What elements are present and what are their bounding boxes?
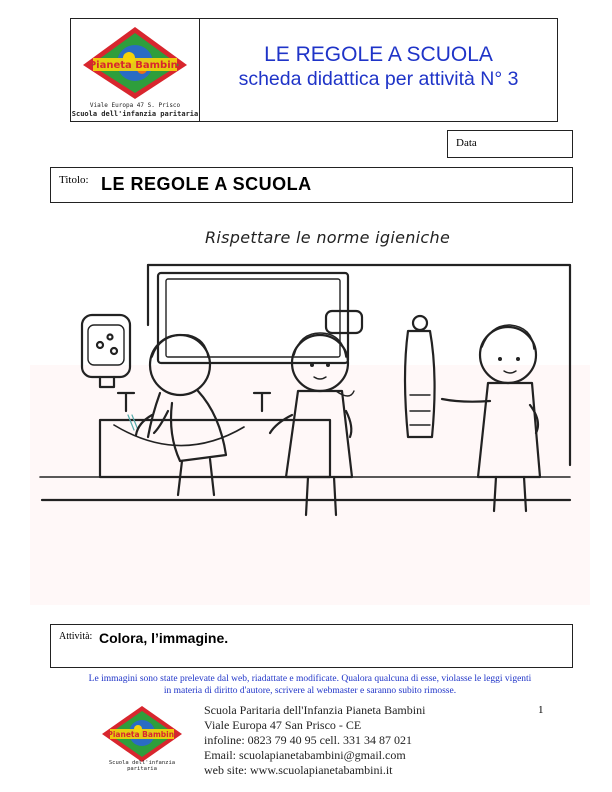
footer-logo-icon bbox=[100, 704, 184, 766]
footer-website[interactable]: web site: www.scuolapianetabambini.it bbox=[204, 763, 393, 777]
footer-email[interactable]: Email: scuolapianetabambini@gmail.com bbox=[204, 748, 406, 762]
disclaimer-line-1: Le immagini sono state prelevate dal web, riadattate e modificate. Qualora qualcuna di esse, violasse le leggi vigenti bbox=[88, 674, 532, 684]
footer-logo-text: Pianeta Bambini bbox=[107, 730, 177, 739]
children-washing-hands-illustration bbox=[30, 215, 590, 615]
attivita-box bbox=[50, 624, 573, 668]
footer-phone: infoline: 0823 79 40 95 cell. 331 34 87 021 bbox=[204, 733, 412, 747]
logo-subtitle-address: Viale Europa 47 S. Prisco bbox=[89, 102, 181, 109]
logo-cell bbox=[71, 19, 200, 121]
page-title: LE REGOLE A SCUOLA bbox=[264, 43, 493, 66]
titolo-label: Titolo: bbox=[59, 174, 89, 186]
illustration-caption: Rispettare le norme igieniche bbox=[205, 228, 451, 247]
page-number: 1 bbox=[538, 704, 544, 716]
titolo-box bbox=[50, 167, 573, 203]
disclaimer-line-2: in materia di diritto d'autore, scrivere al webmaster e saranno subito rimosse. bbox=[163, 686, 457, 696]
attivita-value: Colora, l’immagine. bbox=[99, 630, 229, 646]
date-field[interactable] bbox=[447, 130, 573, 158]
titolo-value: LE REGOLE A SCUOLA bbox=[101, 174, 312, 194]
pianeta-bambini-logo-icon bbox=[79, 25, 191, 101]
page-subtitle: scheda didattica per attività N° 3 bbox=[238, 68, 519, 90]
footer-address: Viale Europa 47 San Prisco - CE bbox=[204, 718, 362, 732]
header-box bbox=[70, 18, 558, 122]
logo-subtitle-school: Scuola dell'infanzia paritaria bbox=[71, 110, 199, 118]
header-title-cell bbox=[200, 19, 557, 121]
footer-logo-subtitle: Scuola dell'infanzia paritaria bbox=[108, 760, 176, 772]
date-label: Data bbox=[456, 137, 477, 149]
footer-school-name: Scuola Paritaria dell'Infanzia Pianeta Bambini bbox=[204, 703, 426, 717]
footer-contacts bbox=[204, 703, 425, 778]
copyright-disclaimer bbox=[30, 673, 590, 697]
attivita-label: Attività: bbox=[59, 631, 93, 642]
logo-text: Pianeta Bambini bbox=[88, 60, 182, 71]
